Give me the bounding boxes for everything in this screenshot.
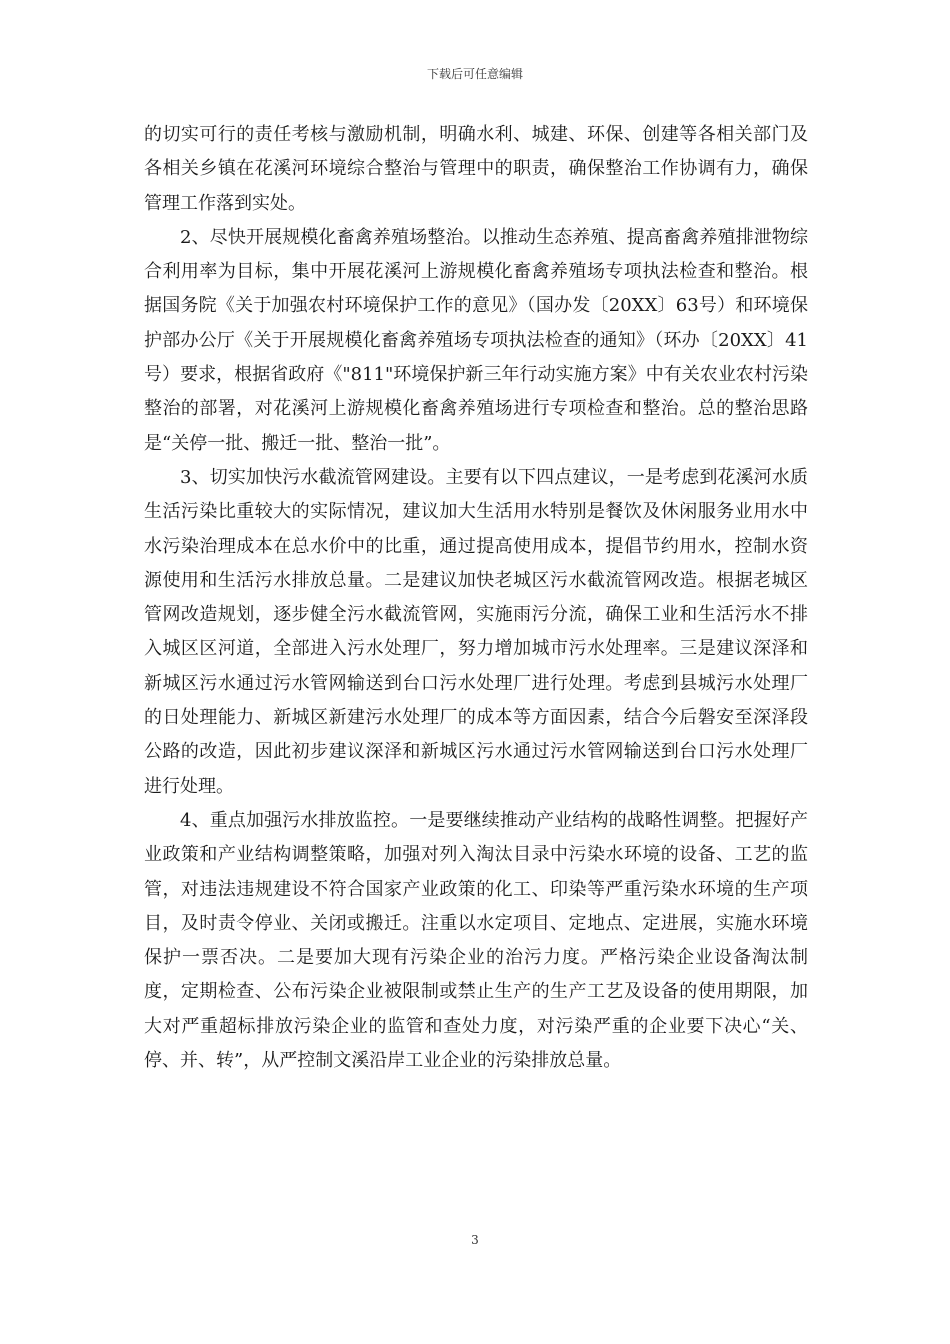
document-body xyxy=(144,118,808,1078)
page-number: 3 xyxy=(471,1233,479,1247)
page-header: 下载后可任意编辑 xyxy=(426,67,523,81)
paragraph-2-livestock-farm-rectification: 2、尽快开展规模化畜禽养殖场整治。以推动生态养殖、提高畜禽养殖排泄物综合利用率为目标，集中开展花溪河上游规模化畜禽养殖场专项执法检查和整治。根据国务院《关于加强农村环境保护工作的意见》（国办发〔20XX〕63号）和环境保护部办公厅《关于开展规模化畜禽养殖场专项执法检查的通知》（环办〔20XX〕41号）要求，根据省政府《"811"环境保护新三年行动实施方案》中有关农业农村污染整治的部署，对花溪河上游规模化畜禽养殖场进行专项检查和整治。总的整治思路是“关停一批、搬迁一批、整治一批”。 xyxy=(144,226,808,454)
paragraph-3-sewage-pipe-network: 3、切实加快污水截流管网建设。主要有以下四点建议，一是考虑到花溪河水质生活污染比重较大的实际情况，建议加大生活用水特别是餐饮及休闲服务业用水中水污染治理成本在总水价中的比重，通过提高使用成本，提倡节约用水，控制水资源使用和生活污水排放总量。二是建议加快老城区污水截流管网改造。根据老城区管网改造规划，逐步健全污水截流管网，实施雨污分流，确保工业和生活污水不排入城区区河道，全部进入污水处理厂，努力增加城市污水处理率。三是建议深泽和新城区污水通过污水管网输送到台口污水处理厂进行处理。考虑到县城污水处理厂的日处理能力、新城区新建污水处理厂的成本等方面因素，结合今后磐安至深泽段公路的改造，因此初步建议深泽和新城区污水通过污水管网输送到台口污水处理厂进行处理。 xyxy=(144,466,808,797)
paragraph-4-discharge-monitoring: 4、重点加强污水排放监控。一是要继续推动产业结构的战略性调整。把握好产业政策和产业结构调整策略，加强对列入淘汰目录中污染水环境的设备、工艺的监管，对违法违规建设不符合国家产业政策的化工、印染等严重污染水环境的生产项目，及时责令停业、关闭或搬迁。注重以水定项目、定地点、定进展，实施水环境保护一票否决。二是要加大现有污染企业的治污力度。严格污染企业设备淘汰制度，定期检查、公布污染企业被限制或禁止生产的生产工艺及设备的使用期限，加大对严重超标排放污染企业的监管和查处力度，对污染严重的企业要下决心“关、停、并、转”，从严控制文溪沿岸工业企业的污染排放总量。 xyxy=(144,809,808,1072)
paragraph-1-continued: 的切实可行的责任考核与激励机制，明确水利、城建、环保、创建等各相关部门及各相关乡镇在花溪河环境综合整治与管理中的职责，确保整治工作协调有力，确保管理工作落到实处。 xyxy=(144,124,808,214)
